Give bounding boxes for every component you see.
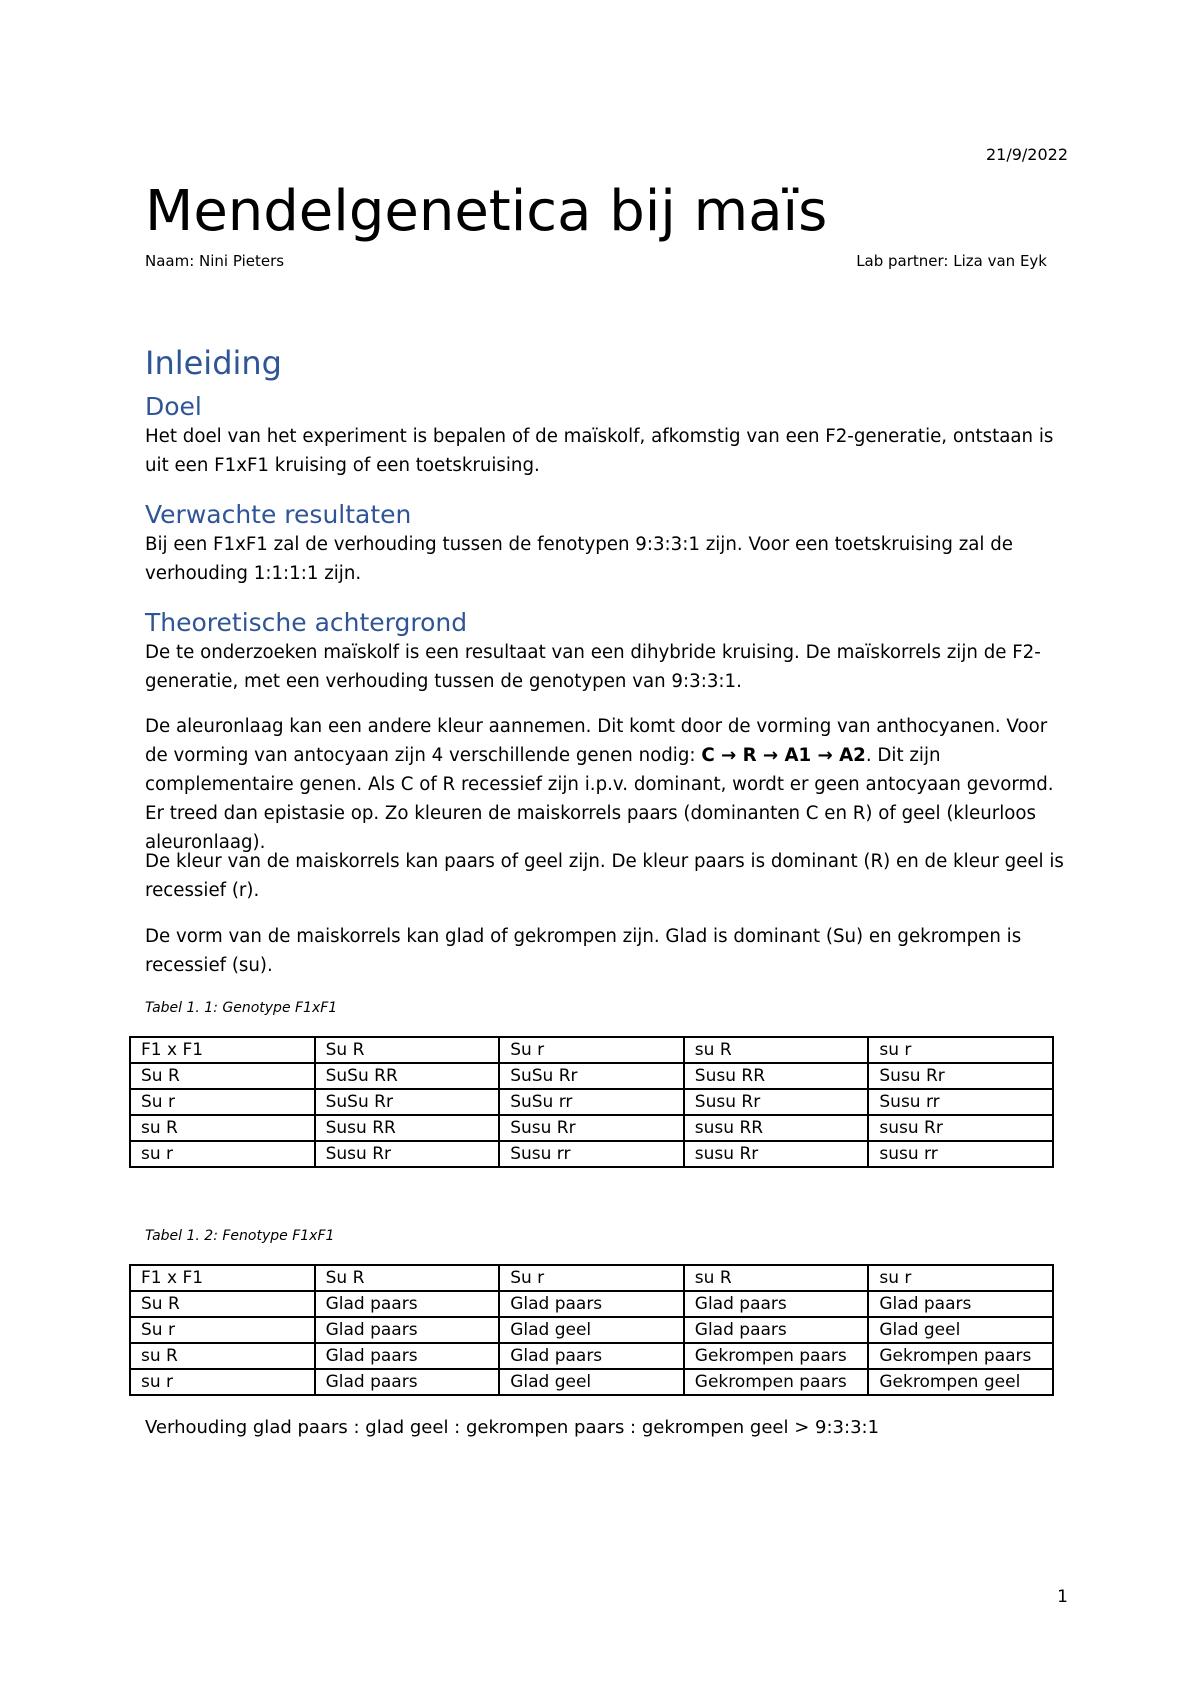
- table-cell: Susu RR: [684, 1063, 869, 1089]
- table-cell: Glad paars: [315, 1317, 500, 1343]
- document-meta: [145, 252, 1047, 270]
- phenotype-ratio: Verhouding glad paars : glad geel : gekrompen paars : gekrompen geel > 9:3:3:1: [145, 1417, 880, 1438]
- table-cell: Susu Rr: [684, 1089, 869, 1115]
- table-cell: su R: [130, 1115, 315, 1141]
- paragraph-theorie-2: [145, 712, 1070, 857]
- table-cell: Glad paars: [315, 1343, 500, 1369]
- table2-caption: Tabel 1. 2: Fenotype F1xF1: [145, 1228, 335, 1244]
- table-cell: susu RR: [684, 1115, 869, 1141]
- table-cell: F1 x F1: [130, 1037, 315, 1063]
- table-row: [130, 1369, 1053, 1395]
- document-title: Mendelgenetica bij maïs: [145, 179, 828, 244]
- table-cell: Su R: [315, 1037, 500, 1063]
- page-number: 1: [1057, 1587, 1068, 1607]
- table-cell: Su R: [315, 1265, 500, 1291]
- table-row: [130, 1063, 1053, 1089]
- table-cell: SuSu Rr: [499, 1063, 684, 1089]
- table-cell: SuSu RR: [315, 1063, 500, 1089]
- table-cell: F1 x F1: [130, 1265, 315, 1291]
- theorie-2-part-a: De aleuronlaag kan een andere kleur aannemen. Dit komt door de vorming van anthocyanen. Voor de vorming van antocyaan zijn 4 verschillende genen nodig:: [145, 716, 1048, 766]
- table-cell: Su R: [130, 1291, 315, 1317]
- table-cell: Susu rr: [499, 1141, 684, 1167]
- table-cell: Glad geel: [499, 1369, 684, 1395]
- table-cell: Glad geel: [868, 1317, 1053, 1343]
- table-row: [130, 1343, 1053, 1369]
- table-cell: Glad paars: [868, 1291, 1053, 1317]
- table-cell: susu Rr: [868, 1115, 1053, 1141]
- table-row: [130, 1265, 1053, 1291]
- table-cell: Susu rr: [868, 1089, 1053, 1115]
- table-row: [130, 1291, 1053, 1317]
- table-row: [130, 1115, 1053, 1141]
- table-cell: su r: [868, 1265, 1053, 1291]
- table-cell: su r: [130, 1369, 315, 1395]
- table-cell: su r: [130, 1141, 315, 1167]
- table-row: [130, 1317, 1053, 1343]
- table-cell: Glad paars: [315, 1369, 500, 1395]
- table-cell: Glad paars: [499, 1291, 684, 1317]
- heading-verwachte-resultaten: Verwachte resultaten: [145, 500, 412, 529]
- theorie-2-part-b: . Dit zijn complementaire genen. Als C of R recessief zijn i.p.v. dominant, wordt er geen antocyaan gevormd. Er treed dan epistasie op. Zo kleuren de maiskorrels paars (dominanten C en R) of geel (kleurloos aleuronlaag).: [145, 745, 1054, 853]
- table-cell: su R: [684, 1037, 869, 1063]
- paragraph-theorie-1: De te onderzoeken maïskolf is een resultaat van een dihybride kruising. De maïskorrels zijn de F2-generatie, met een verhouding tussen de genotypen van 9:3:3:1.: [145, 642, 1041, 692]
- table-row: [130, 1089, 1053, 1115]
- table-cell: su r: [868, 1037, 1053, 1063]
- table-cell: su R: [130, 1343, 315, 1369]
- table-cell: Susu Rr: [315, 1141, 500, 1167]
- lab-partner: Lab partner: Liza van Eyk: [856, 252, 1047, 270]
- document-date: 21/9/2022: [985, 145, 1068, 164]
- table-cell: Gekrompen paars: [868, 1343, 1053, 1369]
- table-cell: Gekrompen paars: [684, 1369, 869, 1395]
- table-cell: Gekrompen paars: [684, 1343, 869, 1369]
- genotype-table: [129, 1036, 1054, 1168]
- table-cell: SuSu rr: [499, 1089, 684, 1115]
- paragraph-doel: Het doel van het experiment is bepalen of de maïskolf, afkomstig van een F2-generatie, ontstaan is uit een F1xF1 kruising of een toetskruising.: [145, 426, 1054, 476]
- section-heading-inleiding: Inleiding: [145, 344, 282, 382]
- table-cell: Susu Rr: [499, 1115, 684, 1141]
- table-cell: Susu Rr: [868, 1063, 1053, 1089]
- author-name: Naam: Nini Pieters: [145, 252, 285, 270]
- gene-pathway: C → R → A1 → A2: [701, 745, 866, 766]
- table-cell: Su r: [499, 1037, 684, 1063]
- table-cell: Gekrompen geel: [868, 1369, 1053, 1395]
- table-cell: Susu RR: [315, 1115, 500, 1141]
- table-cell: su R: [684, 1265, 869, 1291]
- table-cell: SuSu Rr: [315, 1089, 500, 1115]
- table-cell: Glad paars: [499, 1343, 684, 1369]
- table-cell: Glad geel: [499, 1317, 684, 1343]
- phenotype-table: [129, 1264, 1054, 1396]
- heading-theoretische-achtergrond: Theoretische achtergrond: [145, 608, 468, 637]
- paragraph-theorie-3: De kleur van de maiskorrels kan paars of geel zijn. De kleur paars is dominant (R) en de kleur geel is recessief (r).: [145, 851, 1064, 901]
- table-cell: Glad paars: [684, 1317, 869, 1343]
- table-row: [130, 1037, 1053, 1063]
- table-cell: Glad paars: [315, 1291, 500, 1317]
- table-cell: susu rr: [868, 1141, 1053, 1167]
- paragraph-theorie-4: De vorm van de maiskorrels kan glad of gekrompen zijn. Glad is dominant (Su) en gekrompen is recessief (su).: [145, 926, 1022, 976]
- table-cell: Su R: [130, 1063, 315, 1089]
- table-cell: Su r: [499, 1265, 684, 1291]
- table-cell: Su r: [130, 1089, 315, 1115]
- paragraph-verwachte-resultaten: Bij een F1xF1 zal de verhouding tussen de fenotypen 9:3:3:1 zijn. Voor een toetskruising zal de verhouding 1:1:1:1 zijn.: [145, 534, 1013, 584]
- table1-caption: Tabel 1. 1: Genotype F1xF1: [145, 1000, 338, 1016]
- table-cell: susu Rr: [684, 1141, 869, 1167]
- heading-doel: Doel: [145, 392, 202, 421]
- table-cell: Glad paars: [684, 1291, 869, 1317]
- table-row: [130, 1141, 1053, 1167]
- table-cell: Su r: [130, 1317, 315, 1343]
